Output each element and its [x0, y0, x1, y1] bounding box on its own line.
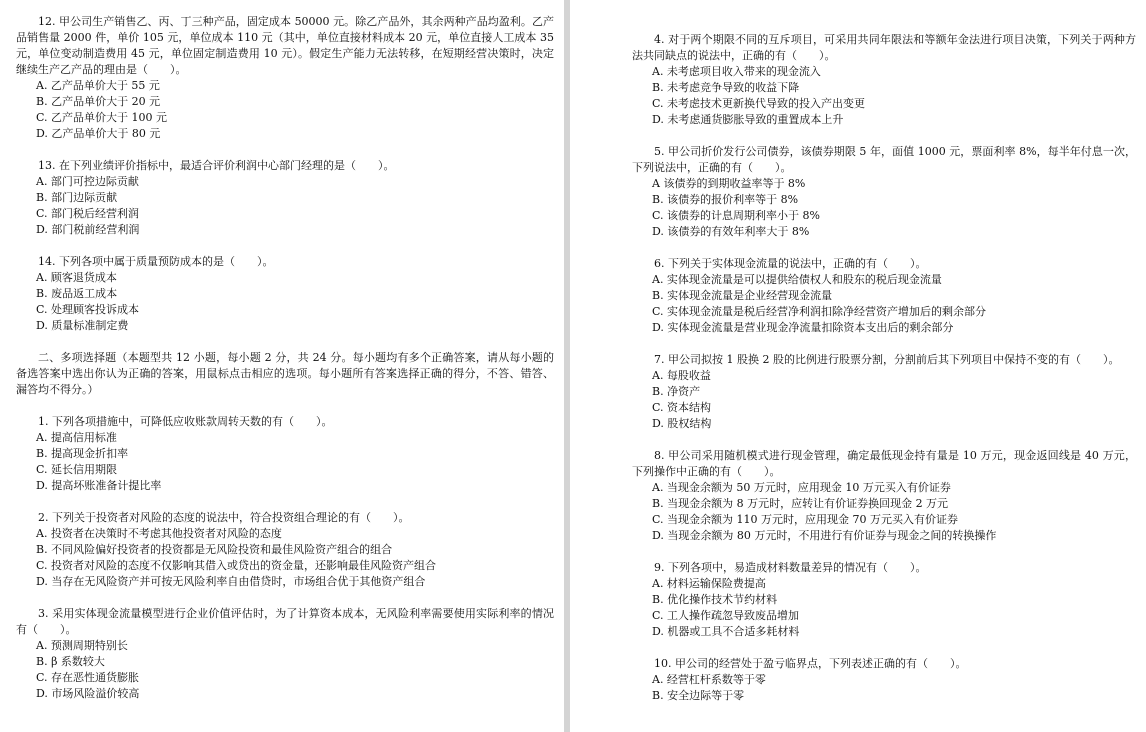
answer-option[interactable]: B. 优化操作技术节约材料 [652, 593, 778, 606]
answer-option[interactable]: C. 处理顾客投诉成本 [36, 303, 140, 316]
question-list-right [632, 32, 1136, 704]
question-block [632, 448, 1136, 544]
option-list [16, 78, 554, 142]
answer-option[interactable]: B. 未考虑竞争导致的收益下降 [652, 81, 800, 94]
answer-option[interactable]: A. 未考虑项目收入带来的现金流入 [652, 65, 821, 78]
answer-option[interactable]: A. 材料运输保险费提高 [652, 577, 766, 590]
option-list [632, 64, 1136, 128]
section-intro [16, 350, 554, 398]
answer-option[interactable]: B. 提高现金折扣率 [36, 447, 129, 460]
question-stem: 8. 甲公司采用随机模式进行现金管理，确定最低现金持有量是 10 万元，现金返回线是 40 万元，下列操作中正确的有（ ）。 [632, 449, 1136, 478]
answer-option[interactable]: B. β 系数较大 [36, 655, 105, 668]
question-stem: 9. 下列各项中，易造成材料数量差异的情况有（ ）。 [654, 561, 927, 574]
question-stem: 13. 在下列业绩评价指标中，最适合评价利润中心部门经理的是（ ）。 [38, 159, 395, 172]
answer-option[interactable]: D. 机器或工具不合适多耗材料 [652, 625, 800, 638]
answer-option[interactable]: A. 部门可控边际贡献 [36, 175, 139, 188]
right-page [570, 0, 1146, 732]
option-list [632, 576, 1136, 640]
answer-option[interactable]: C. 实体现金流量是税后经营净利润扣除净经营资产增加后的剩余部分 [652, 305, 987, 318]
question-block [632, 352, 1136, 432]
option-list [16, 270, 554, 334]
answer-option[interactable]: A. 顾客退货成本 [36, 271, 117, 284]
question-block [16, 14, 554, 142]
answer-option[interactable]: C. 延长信用期限 [36, 463, 118, 476]
answer-option[interactable]: D. 该债券的有效年利率大于 8% [652, 225, 810, 238]
answer-option[interactable]: C. 存在恶性通货膨胀 [36, 671, 140, 684]
question-stem: 4. 对于两个期限不同的互斥项目，可采用共同年限法和等额年金法进行项目决策，下列关于两种方法共同缺点的说法中，正确的有（ ）。 [632, 33, 1136, 62]
answer-option[interactable]: A. 投资者在决策时不考虑其他投资者对风险的态度 [36, 527, 282, 540]
answer-option[interactable]: B. 当现金余额为 8 万元时，应转让有价证券换回现金 2 万元 [652, 497, 949, 510]
question-stem: 10. 甲公司的经营处于盈亏临界点，下列表述正确的有（ ）。 [654, 657, 967, 670]
answer-option[interactable]: B. 安全边际等于零 [652, 689, 745, 702]
question-block [16, 606, 554, 702]
question-list-part1 [16, 14, 554, 334]
question-block [16, 414, 554, 494]
answer-option[interactable]: D. 市场风险溢价较高 [36, 687, 140, 700]
answer-option[interactable]: D. 提高坏账准备计提比率 [36, 479, 162, 492]
question-block [16, 510, 554, 590]
answer-option[interactable]: C. 当现金余额为 110 万元时，应用现金 70 万元买入有价证券 [652, 513, 958, 526]
answer-option[interactable]: D. 实体现金流量是营业现金净流量扣除资本支出后的剩余部分 [652, 321, 954, 334]
option-list [16, 638, 554, 702]
answer-option[interactable]: D. 当存在无风险资产并可按无风险利率自由借贷时，市场组合优于其他资产组合 [36, 575, 426, 588]
answer-option[interactable]: B. 净资产 [652, 385, 701, 398]
option-list [16, 526, 554, 590]
answer-option[interactable]: A. 经营杠杆系数等于零 [652, 673, 766, 686]
answer-option[interactable]: D. 当现金余额为 80 万元时，不用进行有价证券与现金之间的转换操作 [652, 529, 997, 542]
answer-option[interactable]: A. 预测周期特别长 [36, 639, 128, 652]
answer-option[interactable]: B. 废品返工成本 [36, 287, 118, 300]
question-block [632, 560, 1136, 640]
question-stem: 3. 采用实体现金流量模型进行企业价值评估时，为了计算资本成本，无风险利率需要使用实际利率的情况有（ ）。 [16, 607, 554, 636]
answer-option[interactable]: C. 乙产品单价大于 100 元 [36, 111, 168, 124]
question-stem: 12. 甲公司生产销售乙、丙、丁三种产品，固定成本 50000 元。除乙产品外，其余两种产品均盈利。乙产品销售量 2000 件，单价 105 元，单位成本 110 元（其中，单位直接材料成本 20 元，单位直接人工成本 35 元，单位变动制造费用 45 元，单位固定制造费用 10 元）。假定生产能力无法转移，在短期经营决策时，决定继续生产乙产品的理由是（ ）。 [16, 15, 554, 76]
answer-option[interactable]: D. 部门税前经营利润 [36, 223, 140, 236]
answer-option[interactable]: C. 部门税后经营利润 [36, 207, 140, 220]
answer-option[interactable]: C. 工人操作疏忽导致废品增加 [652, 609, 800, 622]
option-list [632, 176, 1136, 240]
left-page [0, 0, 564, 732]
question-block [632, 256, 1136, 336]
question-block [632, 32, 1136, 128]
answer-option[interactable]: C. 该债券的计息周期利率小于 8% [652, 209, 820, 222]
answer-option[interactable]: A. 提高信用标准 [36, 431, 117, 444]
option-list [16, 174, 554, 238]
answer-option[interactable]: D. 质量标准制定费 [36, 319, 129, 332]
option-list [632, 480, 1136, 544]
option-list [16, 430, 554, 494]
question-block [16, 254, 554, 334]
answer-option[interactable]: C. 未考虑技术更新换代导致的投入产出变更 [652, 97, 866, 110]
question-list-part2 [16, 414, 554, 702]
answer-option[interactable]: B. 该债券的报价利率等于 8% [652, 193, 799, 206]
answer-option[interactable]: D. 股权结构 [652, 417, 712, 430]
option-list [632, 272, 1136, 336]
answer-option[interactable]: D. 乙产品单价大于 80 元 [36, 127, 161, 140]
question-stem: 7. 甲公司拟按 1 股换 2 股的比例进行股票分割，分割前后其下列项目中保持不变的有（ ）。 [654, 353, 1120, 366]
answer-option[interactable]: A. 当现金余额为 50 万元时，应用现金 10 万元买入有价证券 [652, 481, 951, 494]
question-stem: 6. 下列关于实体现金流量的说法中，正确的有（ ）。 [654, 257, 927, 270]
question-stem: 5. 甲公司折价发行公司债券，该债券期限 5 年，面值 1000 元，票面利率 8%，每半年付息一次，下列说法中，正确的有（ ）。 [632, 145, 1136, 174]
answer-option[interactable]: A. 乙产品单价大于 55 元 [36, 79, 160, 92]
answer-option[interactable]: A 该债券的到期收益率等于 8% [652, 177, 806, 190]
question-stem: 1. 下列各项措施中，可降低应收账款周转天数的有（ ）。 [38, 415, 333, 428]
answer-option[interactable]: B. 不同风险偏好投资者的投资都是无风险投资和最佳风险资产组合的组合 [36, 543, 393, 556]
answer-option[interactable]: D. 未考虑通货膨胀导致的重置成本上升 [652, 113, 844, 126]
question-block [632, 144, 1136, 240]
answer-option[interactable]: C. 资本结构 [652, 401, 712, 414]
question-stem: 2. 下列关于投资者对风险的态度的说法中，符合投资组合理论的有（ ）。 [38, 511, 410, 524]
answer-option[interactable]: B. 乙产品单价大于 20 元 [36, 95, 161, 108]
option-list [632, 672, 1136, 704]
question-block [632, 656, 1136, 704]
answer-option[interactable]: C. 投资者对风险的态度不仅影响其借入或贷出的资金量，还影响最佳风险资产组合 [36, 559, 437, 572]
option-list [632, 368, 1136, 432]
answer-option[interactable]: B. 部门边际贡献 [36, 191, 118, 204]
answer-option[interactable]: A. 每股收益 [652, 369, 711, 382]
question-block [16, 158, 554, 238]
answer-option[interactable]: B. 实体现金流量是企业经营现金流量 [652, 289, 833, 302]
question-stem: 14. 下列各项中属于质量预防成本的是（ ）。 [38, 255, 274, 268]
section-intro-text: 二、多项选择题（本题型共 12 小题，每小题 2 分，共 24 分。每小题均有多个正确答案，请从每小题的备选答案中选出你认为正确的答案，用鼠标点击相应的选项。每小题所有答案选择正确的得分，不答、错答、漏答均不得分。） [16, 351, 554, 396]
answer-option[interactable]: A. 实体现金流量是可以提供给债权人和股东的税后现金流量 [652, 273, 942, 286]
